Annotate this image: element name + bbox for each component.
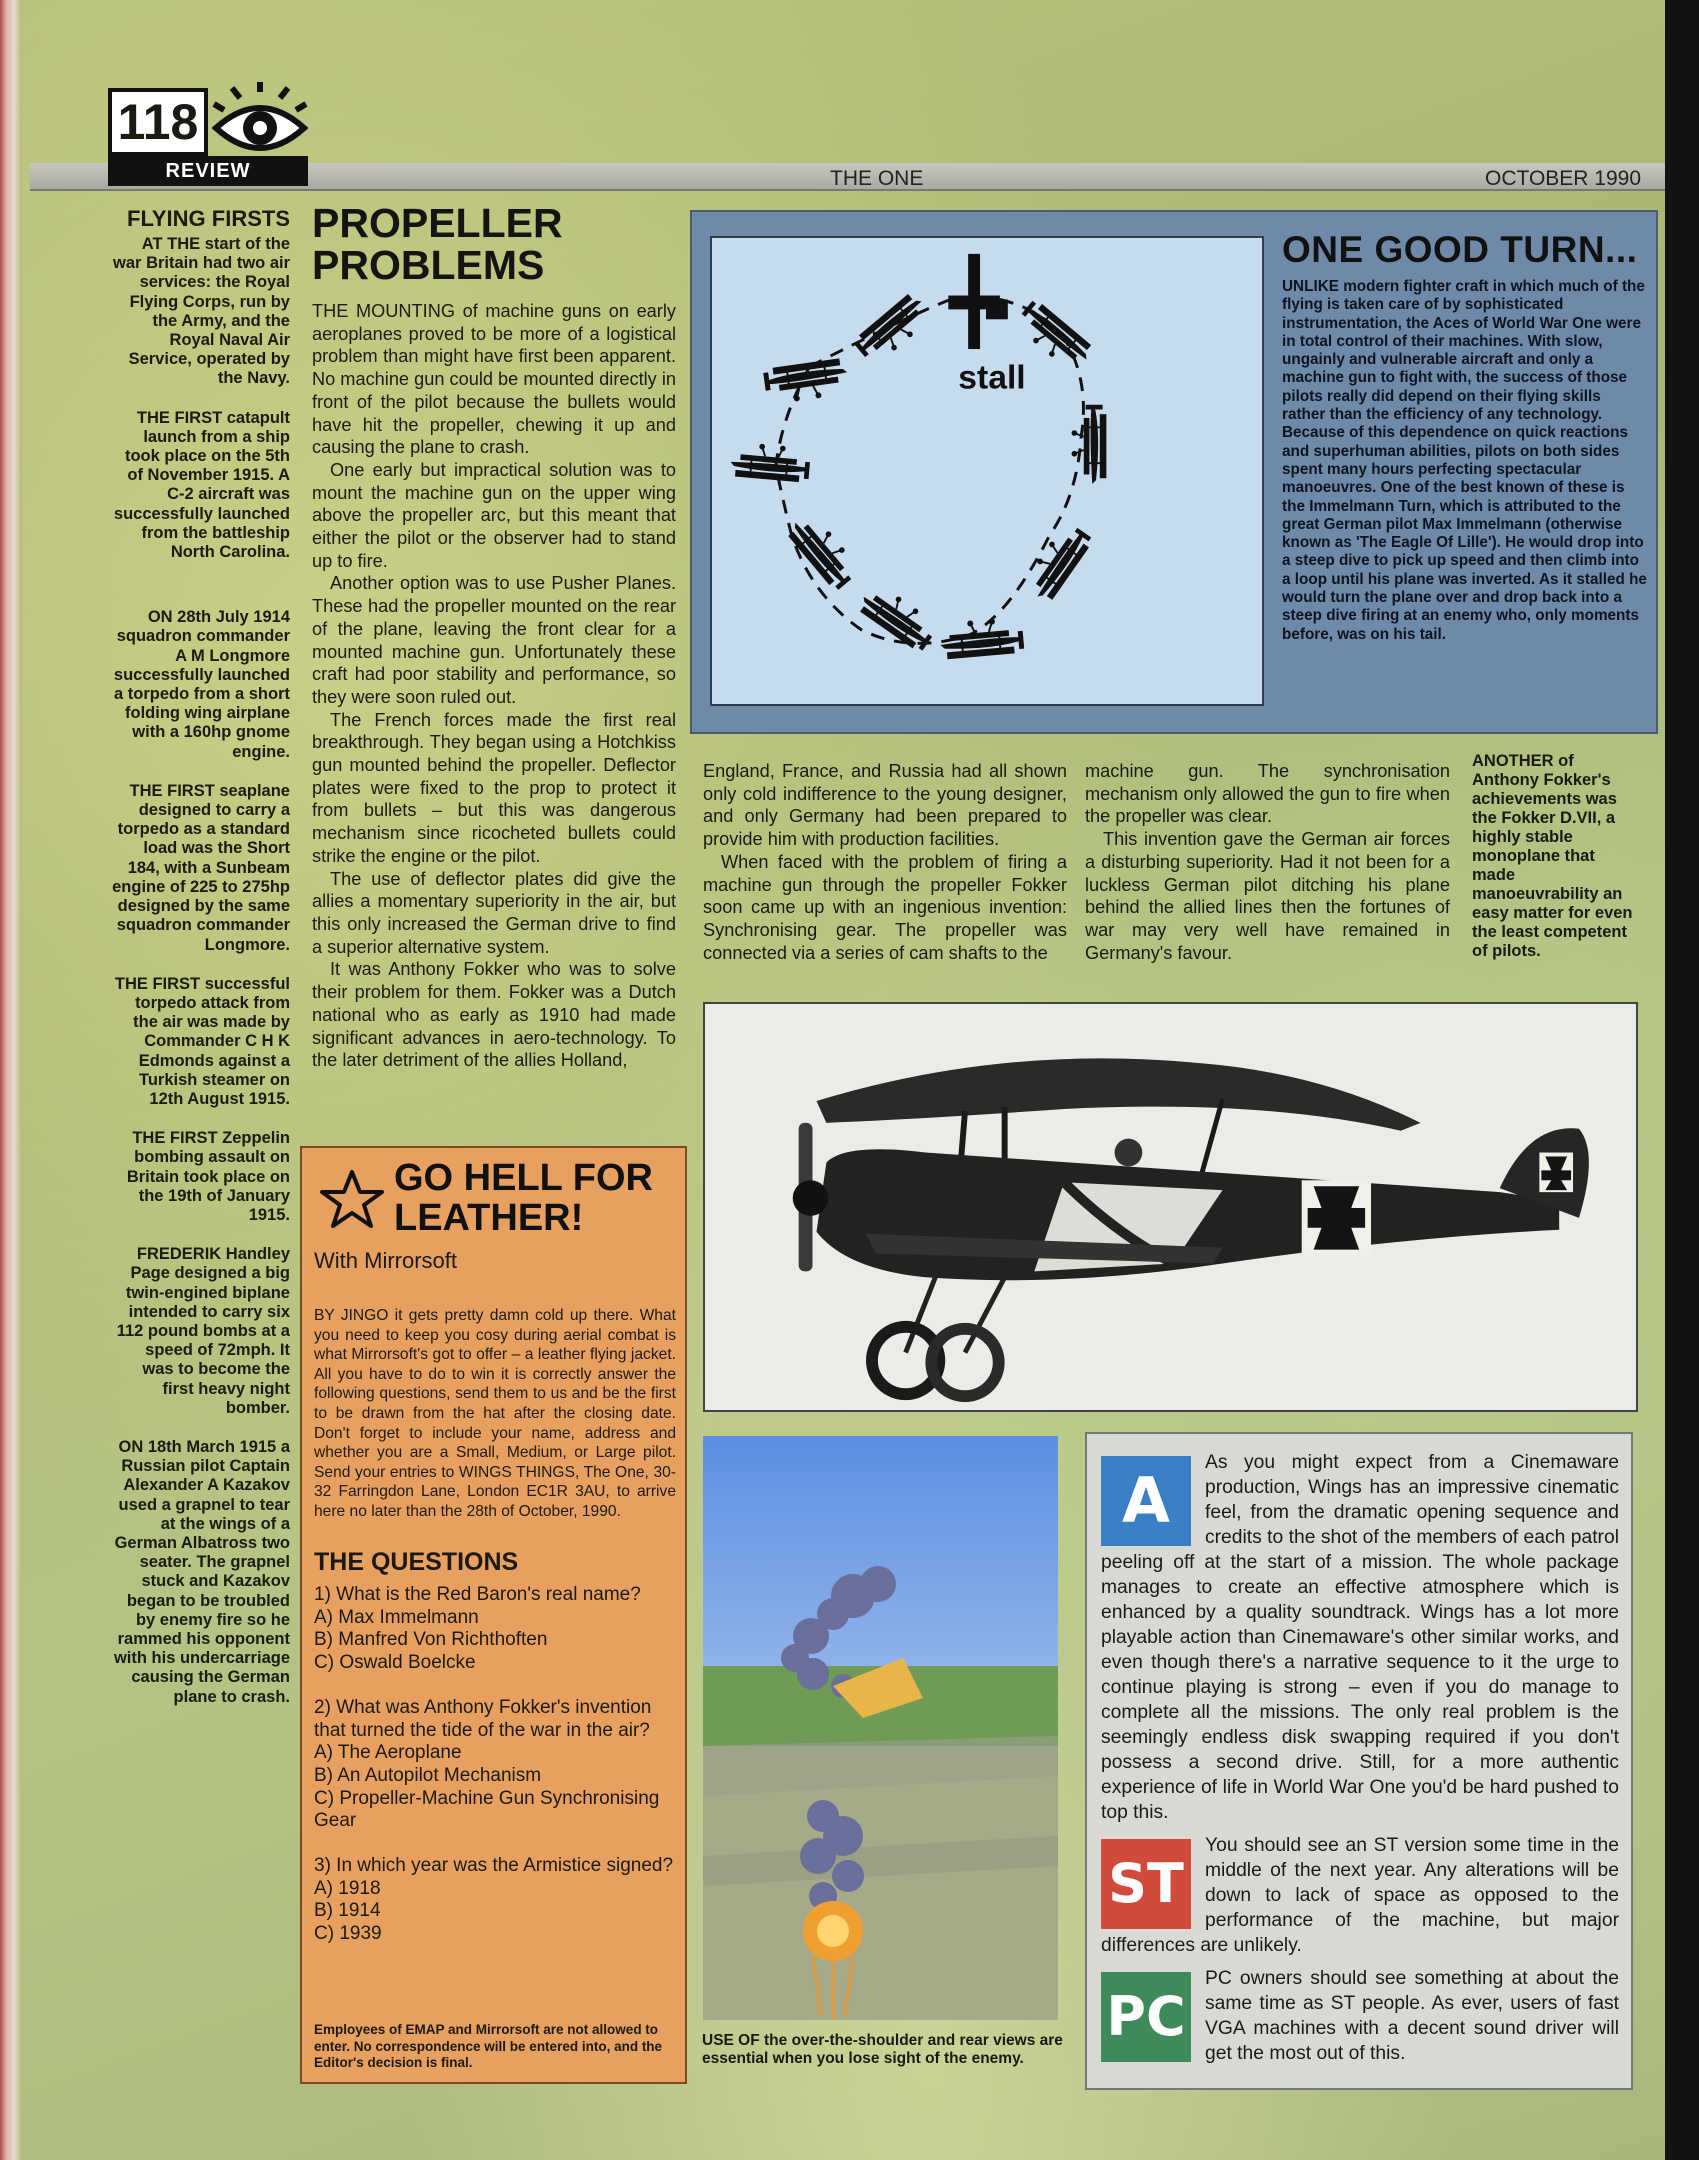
question-option: C) Propeller-Machine Gun Synchronising Gear: [314, 1787, 660, 1832]
turn-box-title: ONE GOOD TURN...: [1282, 229, 1638, 270]
question-option: B) 1914: [314, 1900, 381, 1922]
article-paragraph: It was Anthony Fokker who was to solve their problem for them. Fokker was a Dutch national who as early as 1910 had made significant advances in aero-technology. To the later detriment of the allies Holland,: [312, 959, 676, 1071]
verdict-text: [1101, 1450, 1619, 2074]
eye-logo-icon: [210, 82, 310, 160]
sidebar-fact: ON 28th July 1914 squadron commander A M Longmore successfully launched a torpedo from a short folding wing airplane with a 160hp gnome engine.: [113, 608, 290, 761]
contest-subtitle: With Mirrorsoft: [314, 1248, 457, 1273]
page-right-edge: [1665, 0, 1699, 2160]
st-format-badge: ST: [1101, 1839, 1191, 1929]
sidebar-fact: ON 18th March 1915 a Russian pilot Captain Alexander A Kazakov used a grapnel to tear at the wings of a German Albatross two seater. The grapnel stuck and Kazakov began to be troubled by enemy fire so he rammed his opponent with his undercarriage causing the German plane to crash.: [113, 1437, 290, 1706]
pc-format-badge: PC: [1101, 1972, 1191, 2062]
verdict-amiga: [1101, 1450, 1619, 1825]
amiga-format-badge: A: [1101, 1456, 1191, 1546]
sidebar-fact: THE FIRST catapult launch from a ship took place on the 5th of November 1915. A C-2 aircraft was successfully launched from the battleship North Carolina.: [113, 408, 290, 562]
verdict-pc: [1101, 1966, 1619, 2066]
article-paragraph: This invention gave the German air forces a disturbing superiority. Had it not been for a luckless German pilot ditching his plane behind the allied lines then the fortunes of war may very well have remained in Germany's favour.: [1085, 829, 1450, 963]
sidebar-fact: AT THE start of the war Britain had two air services: the Royal Flying Corps, run by the Army, and the Royal Naval Air Service, operated by the Navy.: [113, 235, 290, 388]
article-body: [312, 300, 676, 1072]
question-option: A) The Aeroplane: [314, 1742, 462, 1764]
verdict-box: [1085, 1432, 1633, 2090]
article-paragraph: machine gun. The synchronisation mechanism only allowed the gun to fire when the propeller was clear.: [1085, 761, 1450, 827]
question-option: A) 1918: [314, 1877, 381, 1899]
questions-list: [314, 1584, 676, 1968]
question-option: B) An Autopilot Mechanism: [314, 1764, 542, 1786]
article-paragraph: One early but impractical solution was to mount the machine gun on the upper wing above the propeller arc, but this meant that either the pilot or the observer had to stand up to fire.: [312, 459, 676, 571]
article-paragraph: When faced with the problem of firing a machine gun through the propeller Fokker soon came up with an ingenious invention: Synchronising gear. The propeller was connected via a series of cam shafts to the: [703, 851, 1067, 963]
issue-date: OCTOBER 1990: [1485, 167, 1642, 190]
sidebar-fact: THE FIRST successful torpedo attack from the air was made by Commander C H K Edmonds against a Turkish steamer on 12th August 1915.: [114, 974, 290, 1108]
star-icon: [320, 1168, 384, 1232]
contest-title-line: LEATHER!: [394, 1197, 584, 1239]
article-title: [312, 202, 563, 286]
question-option: B) Manfred Von Richthoften: [314, 1629, 548, 1651]
contest-body: BY JINGO it gets pretty damn cold up there. What you need to keep you cosy during aerial combat is what Mirrorsoft's got to offer – a leather flying jacket. All you have to do to win it is correctly answer the following questions, send them to us and be the first to be drawn from the hat after the closing date. Don't forget to include your name, address and whether you are a Small, Medium, or Large pilot. Send your entries to WINGS THINGS, The One, 30-32 Farringdon Lane, London EC1R 3AU, to arrive here no later than the 28th of October, 1990.: [314, 1307, 676, 1520]
flying-firsts-sidebar: [112, 206, 290, 1727]
contest-title: [394, 1158, 653, 1238]
question-text: 2) What was Anthony Fokker's invention that turned the tide of the war in the air?: [314, 1696, 652, 1741]
fokker-note: ANOTHER of Anthony Fokker's achievements was the Fokker D.VII, a highly stable monoplane that made manoeuvrability an easy matter for even the least competent of pilots.: [1472, 752, 1633, 960]
article-paragraph: THE MOUNTING of machine guns on early aeroplanes proved to be more of a logistical problem than might have first been apparent. No machine gun could be mounted directly in front of the pilot because the bullets would have hit the propeller, chewing it up and causing the plane to crash.: [312, 301, 676, 458]
page-badge: [108, 88, 308, 192]
sidebar-title: FLYING FIRSTS: [127, 206, 290, 231]
one-good-turn-box: [690, 210, 1658, 734]
question-option: C) 1939: [314, 1923, 382, 1945]
magazine-name: THE ONE: [830, 167, 924, 190]
article-paragraph: England, France, and Russia had all shown only cold indifference to the young designer, and only Germany had been prepared to provide him with production facilities.: [703, 761, 1067, 850]
article-paragraph: Another option was to use Pusher Planes. These had the propeller mounted on the rear of the plane, leaving the front clear for a mounted machine gun. Unfortunately these craft had poor stability and performance, so they were soon ruled out.: [312, 573, 676, 707]
question-option: C) Oswald Boelcke: [314, 1652, 476, 1674]
contest-small-print: Employees of EMAP and Mirrorsoft are not allowed to enter. No correspondence will be entered into, and the Editor's decision is final.: [314, 2022, 663, 2070]
article-column-2: [703, 760, 1067, 964]
immelmann-turn-diagram: [710, 236, 1264, 706]
article-paragraph: The use of deflector plates did give the allies a momentary superiority in the air, but this only increased the German drive to find a superior alternative system.: [312, 868, 676, 957]
fokker-plane-photo: [703, 1002, 1638, 1412]
article-title-line: PROBLEMS: [312, 242, 545, 288]
question-text: 1) What is the Red Baron's real name?: [314, 1584, 641, 1605]
page-number: 118: [108, 88, 208, 156]
sidebar-fact: THE FIRST seaplane designed to carry a torpedo as a standard load was the Short 184, with a Sunbeam engine of 225 to 275hp designed by the same squadron commander Longmore.: [112, 781, 290, 954]
turn-box-text: UNLIKE modern fighter craft in which much of the flying is taken care of by sophisticated instrumentation, the Aces of World War One were in total control of their machines. With slow, ungainly and vulnerable aircraft and only a machine gun to fight with, the success of those pilots really did depend on their flying skills rather than the efficiency of any technology. Because of this dependence on quick reactions and superhuman abilities, pilots on both sides spent many hours perfecting spectacular manoeuvres. One of the best known of these is the Immelmann Turn, which is attributed to the great German pilot Max Immelmann (otherwise known as 'The Eagle Of Lille'). He would drop into a steep dive to pick up speed and then climb into a loop until his plane was inverted. As it stalled he would turn the plane over and drop back into a steep dive firing at an enemy who, only moments before, was on his tail.: [1282, 278, 1647, 643]
page-binding-edge: [0, 0, 22, 2160]
question-text: 3) In which year was the Armistice signed?: [314, 1855, 674, 1877]
question-item: [314, 1697, 676, 1833]
verdict-st-text: You should see an ST version some time in the middle of the next year. Any alterations will be down to lack of space as opposed to the performance of the machine, but major differences are unlikely.: [1101, 1835, 1619, 1956]
contest-box: [300, 1146, 687, 2084]
section-label: REVIEW: [108, 156, 308, 186]
sidebar-fact: THE FIRST Zeppelin bombing assault on Britain took place on the 19th of January 1915.: [126, 1129, 290, 1224]
question-option: A) Max Immelmann: [314, 1606, 479, 1628]
stall-label: stall: [958, 358, 1026, 397]
verdict-st: [1101, 1833, 1619, 1958]
question-item: [314, 1855, 676, 1946]
article-paragraph: The French forces made the first real breakthrough. They began using a Hotchkiss gun mounted behind the propeller. Deflector plates were fixed to the prop to protect it from bullets – but this was dangerous mechanism since ricocheted bullets could strike the engine or the pilot.: [312, 709, 676, 866]
question-item: [314, 1584, 676, 1675]
contest-title-line: GO HELL FOR: [394, 1157, 653, 1199]
questions-heading: THE QUESTIONS: [314, 1548, 519, 1576]
article-column-3: [1085, 760, 1450, 964]
article-title-line: PROPELLER: [312, 200, 563, 246]
verdict-pc-text: PC owners should see something at about the same time as ST people. As ever, users of fast VGA machines with a decent sound driver will get the most out of this.: [1205, 1968, 1619, 2064]
game-screenshot: [703, 1436, 1058, 2020]
verdict-amiga-text: As you might expect from a Cinemaware production, Wings has an impressive cinematic feel, from the dramatic opening sequence and credits to the shot of the members of each patrol peeling off at the start of a mission. The whole package manages to create an effective atmosphere which is enhanced by a quality soundtrack. Wings has a lot more playable action than Cinemaware's other similar works, and even though there's a narrative sequence to it the urge to continue playing is strong – even if you do manage to complete all the missions. The only real problem is the seemingly endless disk swapping required if you don't possess a second drive. Still, for a more authentic experience of life in World War One you'd be hard pushed to top this.: [1101, 1452, 1619, 1823]
game-screenshot-caption: USE OF the over-the-shoulder and rear views are essential when you lose sight of the enemy.: [702, 2032, 1063, 2068]
sidebar-fact: FREDERIK Handley Page designed a big twin-engined biplane intended to carry six 112 pound bombs at a speed of 72mph. It was to become the first heavy night bomber.: [116, 1245, 290, 1417]
